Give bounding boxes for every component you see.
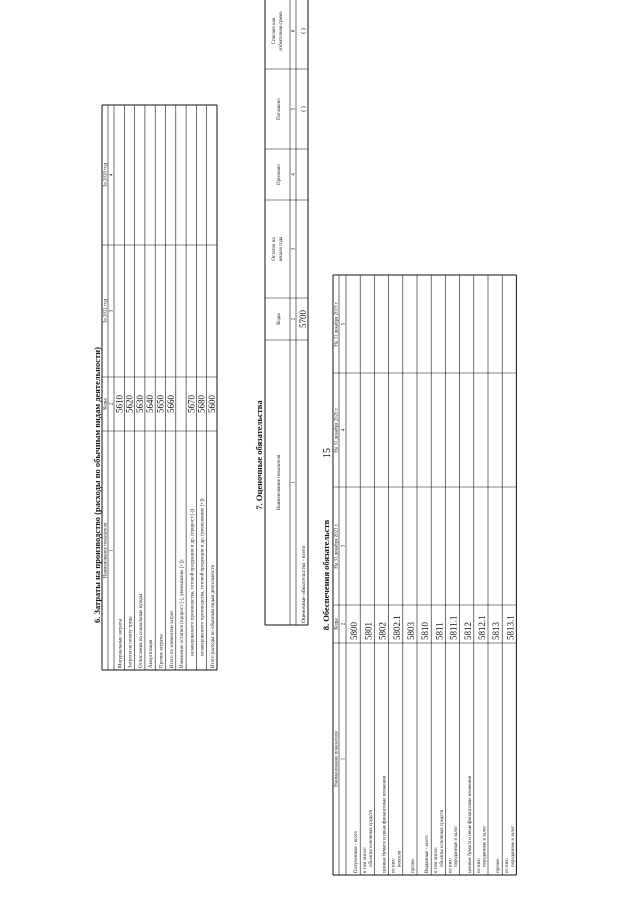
row-label: Затраты на оплату труда: [128, 616, 134, 668]
row-label-line1: в том числе:: [434, 846, 440, 873]
col-number-3: 3: [109, 309, 115, 313]
row-label: ценные бумаги и иные финансовые вложения: [467, 775, 473, 873]
row-label: Оценочные обязательства - всего: [301, 545, 307, 623]
row-code: 5670: [186, 395, 197, 413]
row-label-line1: из них:: [476, 857, 482, 873]
row-label: Прочие затраты: [159, 634, 165, 668]
row-label-line2: переданные в залог: [454, 825, 460, 867]
col-number-1: 1: [109, 549, 115, 552]
row-label-line2: объекты основных средств: [439, 809, 445, 867]
header-1: Наименование показателя: [334, 731, 340, 787]
col-number-5: 5: [341, 322, 347, 326]
row-label: Полученные - всего: [354, 830, 360, 873]
row-label: Изменение остатков (прирост [-], уменьшение [+]):: [180, 559, 186, 668]
page-number: 15: [322, 448, 333, 458]
col-number-4: 4: [341, 428, 347, 432]
estimated-liabilities-table: [265, 0, 308, 625]
row-code: 5610: [114, 395, 125, 413]
header-4: За 2020 год: [103, 162, 109, 188]
col-number-4: 4: [291, 173, 297, 176]
row-label: прочее: [411, 858, 416, 873]
header-6-line1: Списано как: [272, 17, 277, 45]
col-number-1: 1: [291, 481, 297, 484]
row-code: 5620: [124, 395, 135, 413]
costs-table: [102, 105, 217, 670]
header-1: Наименование показателя: [277, 454, 282, 511]
row-label: Материальные затраты: [118, 618, 124, 668]
header-6-line2: избыточная сумма: [279, 11, 284, 51]
section7-title: 7. Оценочные обязательства: [254, 400, 264, 510]
col-number-3: 3: [291, 247, 297, 251]
row-label: незавершенного производства, готовой продукции и др. (прирост [-]): [190, 508, 196, 656]
row-code: 5630: [134, 395, 145, 413]
row-label: ценные бумаги и иные финансовые вложения: [382, 775, 388, 873]
section8-title: 8. Обеспечения обязательств: [321, 519, 331, 631]
row-label-line1: в том числе:: [363, 846, 369, 873]
paren-cell-redeemed: ( ): [301, 106, 307, 112]
row-label-line1: из них:: [505, 857, 511, 873]
header-3-line1: Остаток на: [272, 237, 277, 261]
row-code: 5802: [377, 622, 388, 640]
col-number-5: 5: [291, 107, 297, 111]
header-5: Погашено: [277, 98, 282, 120]
col-number-2: 2: [341, 622, 347, 626]
row-code: 5650: [155, 395, 166, 413]
row-label: Итого расходы по обычным видам деятельности: [211, 564, 216, 668]
row-label: Выданные - всего: [425, 835, 431, 873]
row-code: 5600: [207, 395, 217, 413]
row-code: 5801: [363, 622, 374, 640]
row-code: 5803: [406, 622, 416, 640]
row-code: 5811.1: [448, 615, 459, 640]
row-label-line2: переданные в залог: [510, 825, 516, 867]
header-2: Коды: [334, 618, 340, 630]
col-number-3: 3: [341, 544, 347, 548]
row-label-line2: векселя: [397, 850, 403, 867]
header-4: Признано: [277, 164, 282, 185]
header-3: На 31 декабря 2021 г.: [334, 523, 340, 569]
row-label-line1: из них:: [448, 857, 454, 873]
row-code: 5813.1: [505, 615, 516, 640]
row-code: 5680: [196, 395, 207, 413]
row-label: незавершенного производства, готовой продукции и др. (уменьшение [+]): [200, 498, 206, 656]
row-label: прочее: [496, 858, 502, 873]
row-code: 5802.1: [391, 615, 402, 640]
row-code: 5812.1: [477, 615, 487, 640]
row-code: 5812: [462, 622, 473, 640]
header-2: Коды: [103, 398, 109, 410]
collateral-table: [333, 275, 516, 875]
row-code: 5700: [298, 310, 308, 328]
row-label-line2: объекты основных средств: [368, 809, 374, 867]
col-number-4: 4: [109, 173, 115, 177]
row-label: Итого по элементам затрат: [169, 610, 175, 668]
row-label-line1: из них:: [391, 857, 397, 873]
paren-cell-written-off: ( ): [301, 28, 307, 34]
row-label: Отчисления на социальные нужды: [138, 593, 144, 668]
row-label: Амортизация: [149, 639, 155, 668]
col-number-1: 1: [341, 757, 347, 761]
col-number-2: 2: [291, 317, 297, 321]
row-code: 5811: [434, 622, 445, 640]
header-3: За 2021 год: [103, 298, 109, 324]
header-5: На 31 декабря 2019 г.: [334, 301, 340, 347]
header-1: Наименование показателя: [103, 522, 109, 579]
section6-title: 6. Затраты на производство (расходы по обычным видам деятельности): [92, 347, 102, 623]
row-code: 5810: [420, 622, 431, 640]
row-code: 5813: [491, 622, 502, 640]
col-number-2: 2: [109, 402, 115, 406]
row-code: 5800: [349, 622, 360, 640]
row-code: 5640: [145, 395, 156, 413]
header-4: На 31 декабря 2020 г.: [334, 407, 340, 453]
col-number-6: 6: [291, 29, 297, 33]
header-3-line2: начало года: [279, 236, 284, 262]
header-2: Коды: [277, 313, 282, 325]
row-label-line2: переданные в залог: [482, 825, 488, 867]
row-code: 5660: [165, 395, 176, 413]
